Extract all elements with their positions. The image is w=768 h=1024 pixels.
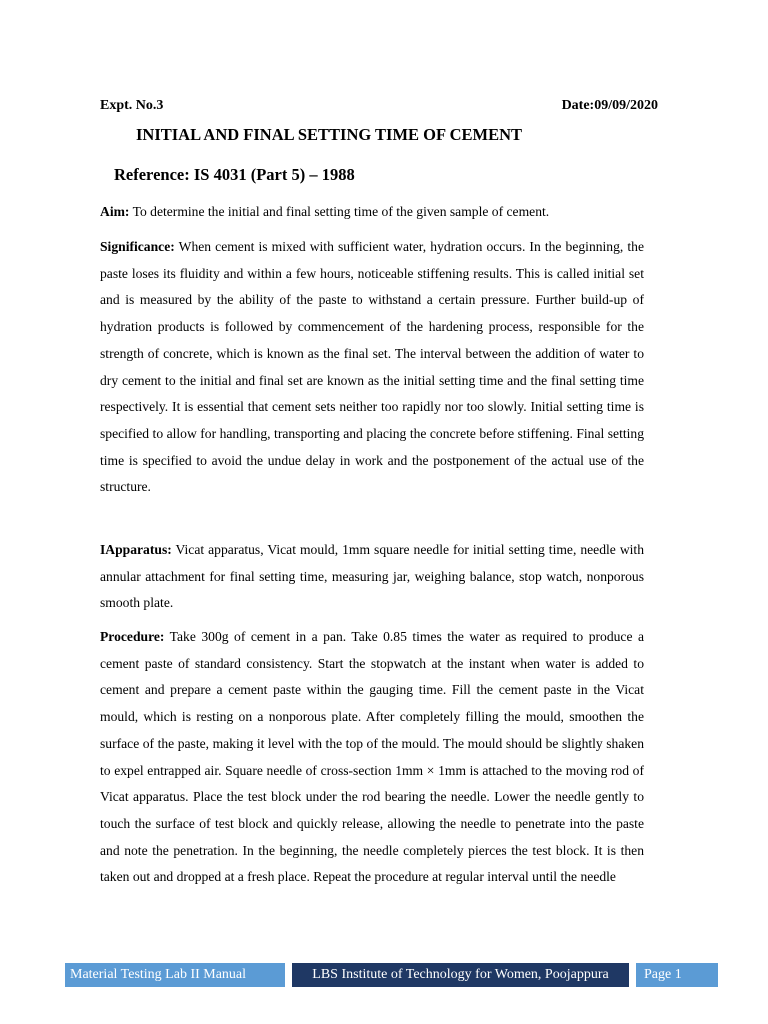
significance-text: When cement is mixed with sufficient water, hydration occurs. In the beginning, the paste loses its fluidity and within a few hours, noticeable stiffening results. This is called initial set and is measured by the ability of the paste to withstand a certain pressure. Further build-up of hydration products is followed by commencement of the hardening process, responsible for the strength of concrete, which is known as the final set. The interval between the addition of water to dry cement to the initial and final set are known as the initial setting time and the final setting time respectively. It is essential that cement sets neither too rapidly nor too slowly. Initial setting time is specified to allow for handling, transporting and placing the concrete before stiffening. Final setting time is specified to avoid the undue delay in work and the postponement of the actual use of the structure. — [100, 239, 644, 495]
page-footer — [65, 963, 718, 987]
aim-text: To determine the initial and final setting time of the given sample of cement. — [129, 204, 550, 219]
experiment-date: Date:09/09/2020 — [561, 98, 658, 113]
significance-label: Significance: — [100, 239, 175, 254]
aim-paragraph — [100, 199, 644, 226]
experiment-number: Expt. No.3 — [100, 98, 164, 113]
footer-divider — [285, 963, 292, 987]
apparatus-paragraph — [100, 537, 644, 617]
apparatus-label: IApparatus: — [100, 542, 172, 557]
footer-page-number: Page 1 — [636, 963, 718, 987]
aim-label: Aim: — [100, 204, 130, 219]
footer-manual-title: Material Testing Lab II Manual — [65, 963, 285, 987]
significance-paragraph — [100, 234, 644, 501]
procedure-text: Take 300g of cement in a pan. Take 0.85 times the water as required to produce a cement paste of standard consistency. Start the stopwatch at the instant when water is added to cement and prepare a cement paste within the gauging time. Fill the cement paste in the Vicat mould, which is resting on a nonporous plate. After completely filling the mould, smoothen the surface of the paste, making it level with the top of the mould. The mould should be slightly shaken to expel entrapped air. Square needle of cross-section 1mm × 1mm is attached to the moving rod of Vicat apparatus. Place the test block under the rod bearing the needle. Lower the needle gently to touch the surface of test block and quickly release, allowing the needle to penetrate into the paste and note the penetration. In the beginning, the needle completely pierces the test block. It is then taken out and dropped at a fresh place. Repeat the procedure at regular interval until the needle — [100, 629, 644, 885]
procedure-paragraph — [100, 624, 644, 891]
document-header — [100, 98, 658, 114]
procedure-label: Procedure: — [100, 629, 165, 644]
footer-divider — [629, 963, 636, 987]
footer-institute: LBS Institute of Technology for Women, Poojappura — [292, 963, 629, 987]
document-title: INITIAL AND FINAL SETTING TIME OF CEMENT — [136, 125, 523, 144]
apparatus-text: Vicat apparatus, Vicat mould, 1mm square needle for initial setting time, needle with annular attachment for final setting time, measuring jar, weighing balance, stop watch, nonporous smooth plate. — [100, 542, 644, 611]
reference-standard: Reference: IS 4031 (Part 5) – 1988 — [114, 165, 355, 184]
